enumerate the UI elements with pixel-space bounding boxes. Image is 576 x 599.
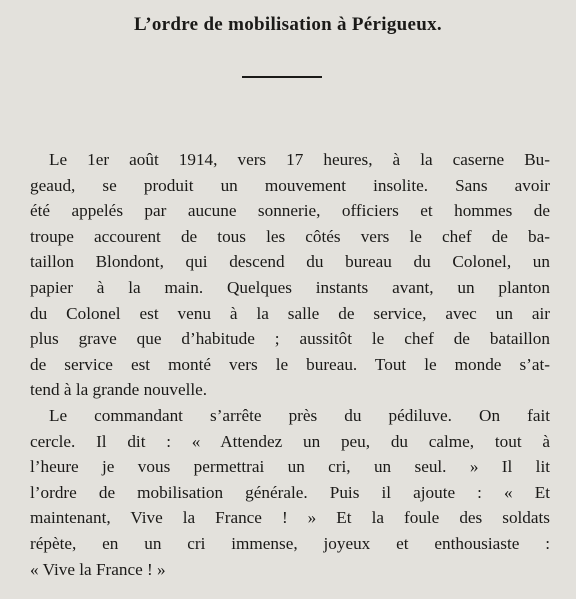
text-line: Le 1er août 1914, vers 17 heures, à la caserne Bu- xyxy=(49,150,550,169)
text-line: l’ordre de mobilisation générale. Puis il ajoute : « Et xyxy=(30,482,550,502)
text-line: tend à la grande nouvelle. xyxy=(30,380,208,400)
text-line: troupe accourent de tous les côtés vers le chef de ba- xyxy=(30,226,550,246)
text-line: taillon Blondont, qui descend du bureau du Colonel, un xyxy=(30,252,550,272)
page-title: L’ordre de mobilisation à Périgueux. xyxy=(134,14,442,35)
text-line: du Colonel est venu à la salle de service, avec un air xyxy=(30,303,550,323)
text-line: répète, en un cri immense, joyeux et enthousiaste : xyxy=(30,533,550,553)
body-text xyxy=(30,147,550,582)
text-line: de service est monté vers le bureau. Tout le monde s’at- xyxy=(30,354,550,374)
text-line: geaud, se produit un mouvement insolite. Sans avoir xyxy=(30,175,550,195)
text-line: l’heure je vous permettrai un cri, un seul. » Il lit xyxy=(30,457,550,477)
text-line: été appelés par aucune sonnerie, officiers et hommes de xyxy=(30,201,550,221)
text-line: papier à la main. Quelques instants avant, un planton xyxy=(30,277,550,297)
text-line: cercle. Il dit : « Attendez un peu, du calme, tout à xyxy=(30,431,550,451)
text-line: maintenant, Vive la France ! » Et la foule des soldats xyxy=(30,508,550,528)
title-divider xyxy=(242,76,322,78)
text-line: Le commandant s’arrête près du pédiluve. On fait xyxy=(49,405,550,425)
text-line: plus grave que d’habitude ; aussitôt le chef de bataillon xyxy=(30,329,550,349)
text-line: « Vive la France ! » xyxy=(30,559,166,579)
